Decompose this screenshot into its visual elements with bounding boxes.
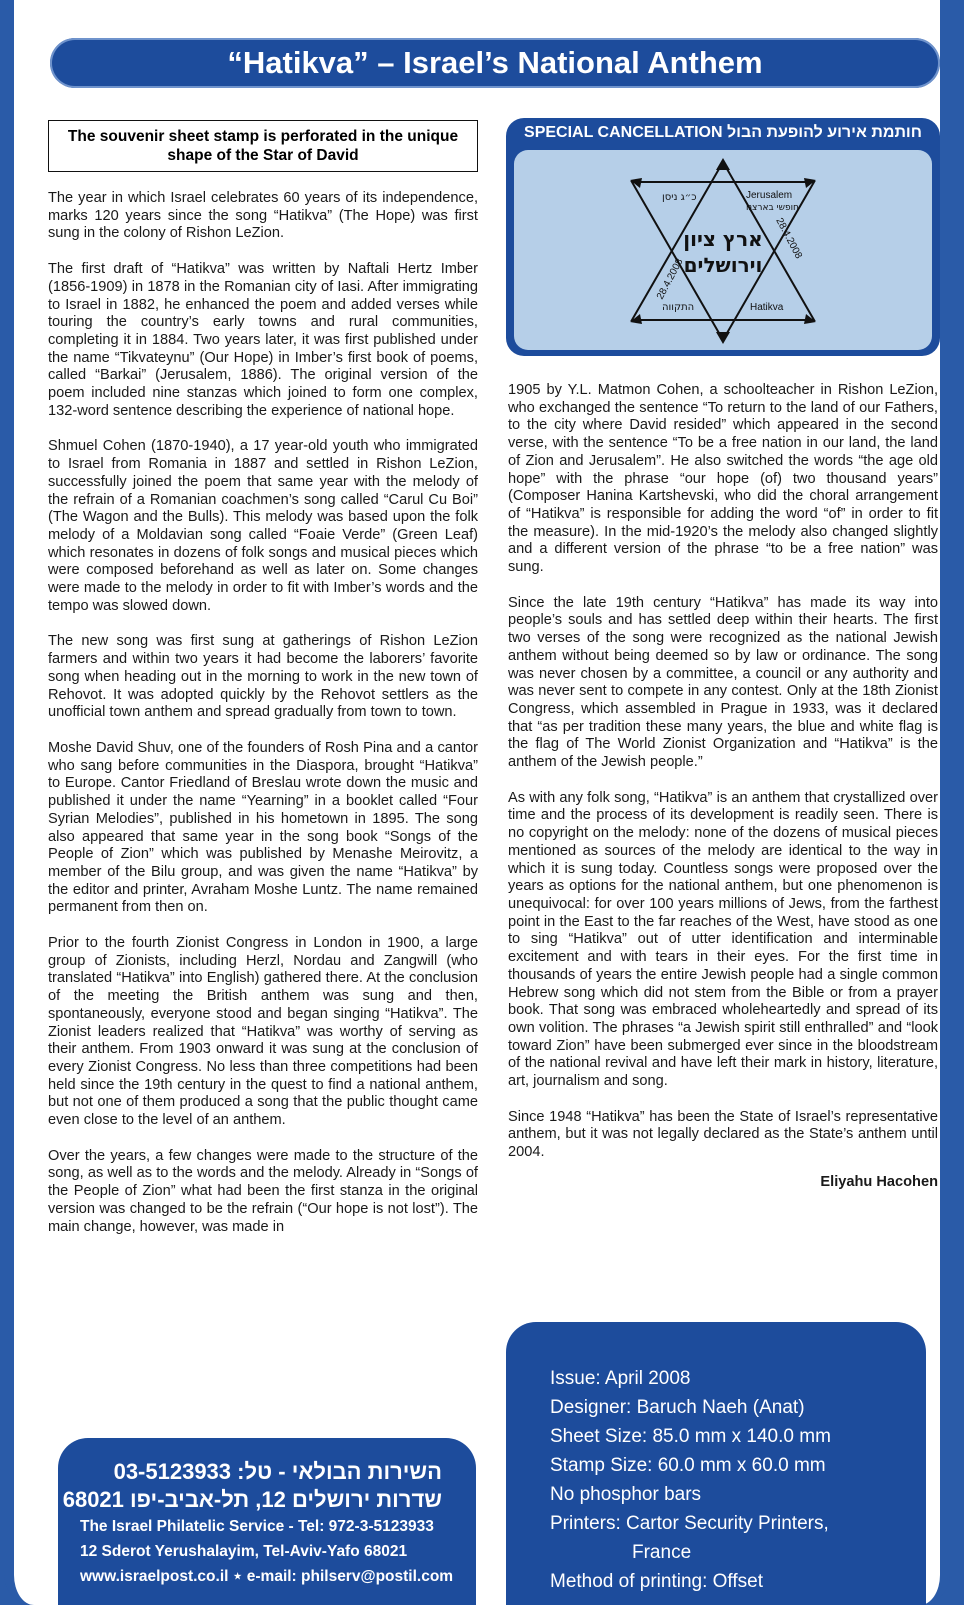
center-text-2: וירושלים xyxy=(683,253,763,277)
service-he-line-2: שדרות ירושלים 12, תל-אביב-יפו 68021 xyxy=(62,1487,442,1512)
philatelic-service-box xyxy=(58,1438,476,1605)
stamp-size: Stamp Size: 60.0 mm x 60.0 mm xyxy=(550,1455,826,1476)
service-he-line-1: השירות הבולאי - טל: 03-5123933 xyxy=(113,1459,442,1484)
cancellation-title-en: SPECIAL CANCELLATION xyxy=(524,124,723,141)
label-hatikva: Hatikva xyxy=(750,302,784,313)
star-of-david-postmark xyxy=(514,150,932,350)
paragraph: Shmuel Cohen (1870-1940), a 17 year-old youth who immigrated to Israel from Romania in 1887 and settled in Rishon LeZion, successfully joined the poem that same year with the melody of the refrain of a Romanian coachmen’s song called “Carul Cu Boi” (The Wagon and the Bulls). This melody was based upon the folk melody of a Moldavian song called “Foaie Verde” (Green Leaf) which resonates in dozens of folk songs and musical pieces which were composed beforehand as well as later on. Some changes were made to the melody in order to fit with Imber’s words and the tempo was slowed down. xyxy=(48,438,478,614)
author-signature: Eliyahu Hacohen xyxy=(820,1173,938,1190)
paragraph: The new song was first sung at gatherings of Rishon LeZion farmers and within two years it had become the laborers’ favorite song when heading out in the morning to work in the new town of Rehovot. It was adopted quickly by the Rehovot settlers as the unofficial town anthem and spread gradually from town to town. xyxy=(48,633,478,721)
printers-country: France xyxy=(632,1542,692,1563)
designer: Designer: Baruch Naeh (Anat) xyxy=(550,1397,805,1418)
star-point-bottom xyxy=(716,332,730,344)
souvenir-sheet-page xyxy=(4,0,950,1605)
cancellation-postmark-area xyxy=(514,150,932,350)
paragraph: 1905 by Y.L. Matmon Cohen, a schoolteacher in Rishon LeZion, who exchanged the sentence “To return to the land of our Fathers, to the city where David resided” which appeared in the second verse, with the sentence “To be a free nation in our land, the land of Zion and Jerusalem”. He also switched the words “the age old hope” with the phrase “our hope (of) two thousand years” (Composer Hanina Kartshevski, who did the choral arrangement of “Hatikva” is responsible for adding the word “of” in order to fit the measure). In the mid-1920’s the melody also changed slightly and a different version of the phrase “to be a free nation” was sung. xyxy=(508,382,938,576)
paragraph: The year in which Israel celebrates 60 years of its independence, marks 120 years since the song “Hatikva” (The Hope) was first sung in the colony of Rishon LeZion. xyxy=(48,190,478,242)
paragraph: Since the late 19th century “Hatikva” has made its way into people’s souls and has settled deep within their hearts. The first two verses of the song were recognized as the national Jewish anthem without being deemed so by law or ordinance. The song was never chosen by a committee, a council or any authority and was never sent to compete in any contest. Only at the 18th Zionist Congress, which assembled in Prague in 1933, was it declared that “as per tradition these many years, the blue and white flag is the flag of The World Zionist Organization and “Hatikva” is the anthem of the Jewish people.” xyxy=(508,594,938,771)
paragraph: As with any folk song, “Hatikva” is an anthem that crystallized over time and the process of its development is readily seen. There is no copyright on the melody: none of the dozens of musical pieces mentioned as sources of the melody are identical to the way in which it is sung today. Countless songs were proposed over the years as options for the national anthem, but one phenomenon is unequivocal: for over 100 years millions of Jews, from the farthest point in the East to the far reaches of the West, have stood as one to sing “Hatikva” out of utter identification and interminable excitement and with tears in their eyes. For the first time in thousands of years the entire Jewish people had a single common Hebrew song which did not stem from the Bible or from a prayer book. That song was embraced wholeheartedly and spread of its own volition. The phrases “a Jewish spirit still enthralled” and “look toward Zion” have been submerged ever since in the bloodstream of the national revival and have left their mark in history, literature, art, journalism and song. xyxy=(508,789,938,1090)
label-he-date: כ״ג ניסן xyxy=(662,192,697,203)
perforation-note: The souvenir sheet stamp is perforated in the unique shape of the Star of David xyxy=(48,120,478,172)
page-title: “Hatikva” – Israel’s National Anthem xyxy=(50,38,940,88)
service-en-line-1: The Israel Philatelic Service - Tel: 972-3-5123933 xyxy=(80,1518,434,1535)
date-left: 28.4.2008 xyxy=(654,256,686,302)
sheet-size: Sheet Size: 85.0 mm x 140.0 mm xyxy=(550,1426,831,1447)
cancellation-title-he: חותמת אירוע להופעת הבול xyxy=(727,124,922,141)
label-jerusalem: Jerusalem xyxy=(746,190,793,201)
paragraph: Since 1948 “Hatikva” has been the State of Israel’s representative anthem, but it was not legally declared as the State’s anthem until 2004. xyxy=(508,1108,938,1161)
center-text-1: ארץ ציון xyxy=(683,227,763,251)
date-right: 28.4.2008 xyxy=(773,216,804,261)
service-en-line-3: www.israelpost.co.il ⋆ e-mail: philserv@postil.com xyxy=(80,1568,454,1585)
service-en-line-2: 12 Sderot Yerushalayim, Tel-Aviv-Yafo 68021 xyxy=(80,1543,408,1560)
cancellation-title xyxy=(506,124,940,142)
right-column xyxy=(508,382,938,1192)
printers: Printers: Cartor Security Printers, xyxy=(550,1513,829,1534)
label-he-hatikva: התקווה xyxy=(662,302,695,313)
phosphor-bars: No phosphor bars xyxy=(550,1484,702,1505)
left-column xyxy=(48,120,478,1254)
star-point-top xyxy=(716,158,730,170)
paragraph: Moshe David Shuv, one of the founders of Rosh Pina and a cantor who sang before communities in the Diaspora, brought “Hatikva” to Europe. Cantor Friedland of Breslau wrote down the music and published it under the name “Yearning” in a booklet called “Four Syrian Melodies”, published in his hometown in 1895. The song also appeared that same year in the song book “Songs of the People of Zion” which was published by Menashe Meirovitz, a member of the Bilu group, and was given the name “Hatikva” by the editor and printer, Avraham Moshe Luntz. The name remained permanent from then on. xyxy=(48,739,478,916)
stamp-details-box xyxy=(506,1322,926,1605)
issue-date: Issue: April 2008 xyxy=(550,1368,691,1389)
paragraph: Over the years, a few changes were made to the structure of the song, as well as to the words and the melody. Already in “Songs of the People of Zion” what had been the first stanza in the original version was changed to be the refrain (“Our hope is not lost”). The main change, however, was made in xyxy=(48,1147,478,1235)
label-free: חופשי בארצנו xyxy=(746,203,799,213)
printing-method: Method of printing: Offset xyxy=(550,1571,763,1592)
paragraph: The first draft of “Hatikva” was written by Naftali Hertz Imber (1856-1909) in 1878 in the Romanian city of Iasi. After immigrating to Israel in 1882, he enhanced the poem and added verses while touring the country’s early towns and rural communities, completing it in 1884. Two years later, it was first published under the name “Tikvateynu” (Our Hope) in Imber’s first book of poems, called “Barkai” (Jerusalem, 1886). The original version of the poem included nine stanzas which joined to form one complex, 132-word sentence describing the experience of national hope. xyxy=(48,261,478,419)
paragraph: Prior to the fourth Zionist Congress in London in 1900, a large group of Zionists, including Herzl, Nordau and Zangwill (who translated “Hatikva” into English) gathered there. At the conclusion of the meeting the British anthem was sung and then, spontaneously, everyone stood and began singing “Hatikva”. The Zionist leaders realized that “Hatikva” was worthy of serving as their anthem. From 1903 onward it was sung at the conclusion of every Zionist Congress. No less than three competitions had been held since the 19th century in the quest to find a national anthem, but not one of them produced a song that the public thought came even close to the level of an anthem. xyxy=(48,935,478,1129)
special-cancellation-panel xyxy=(506,118,940,356)
